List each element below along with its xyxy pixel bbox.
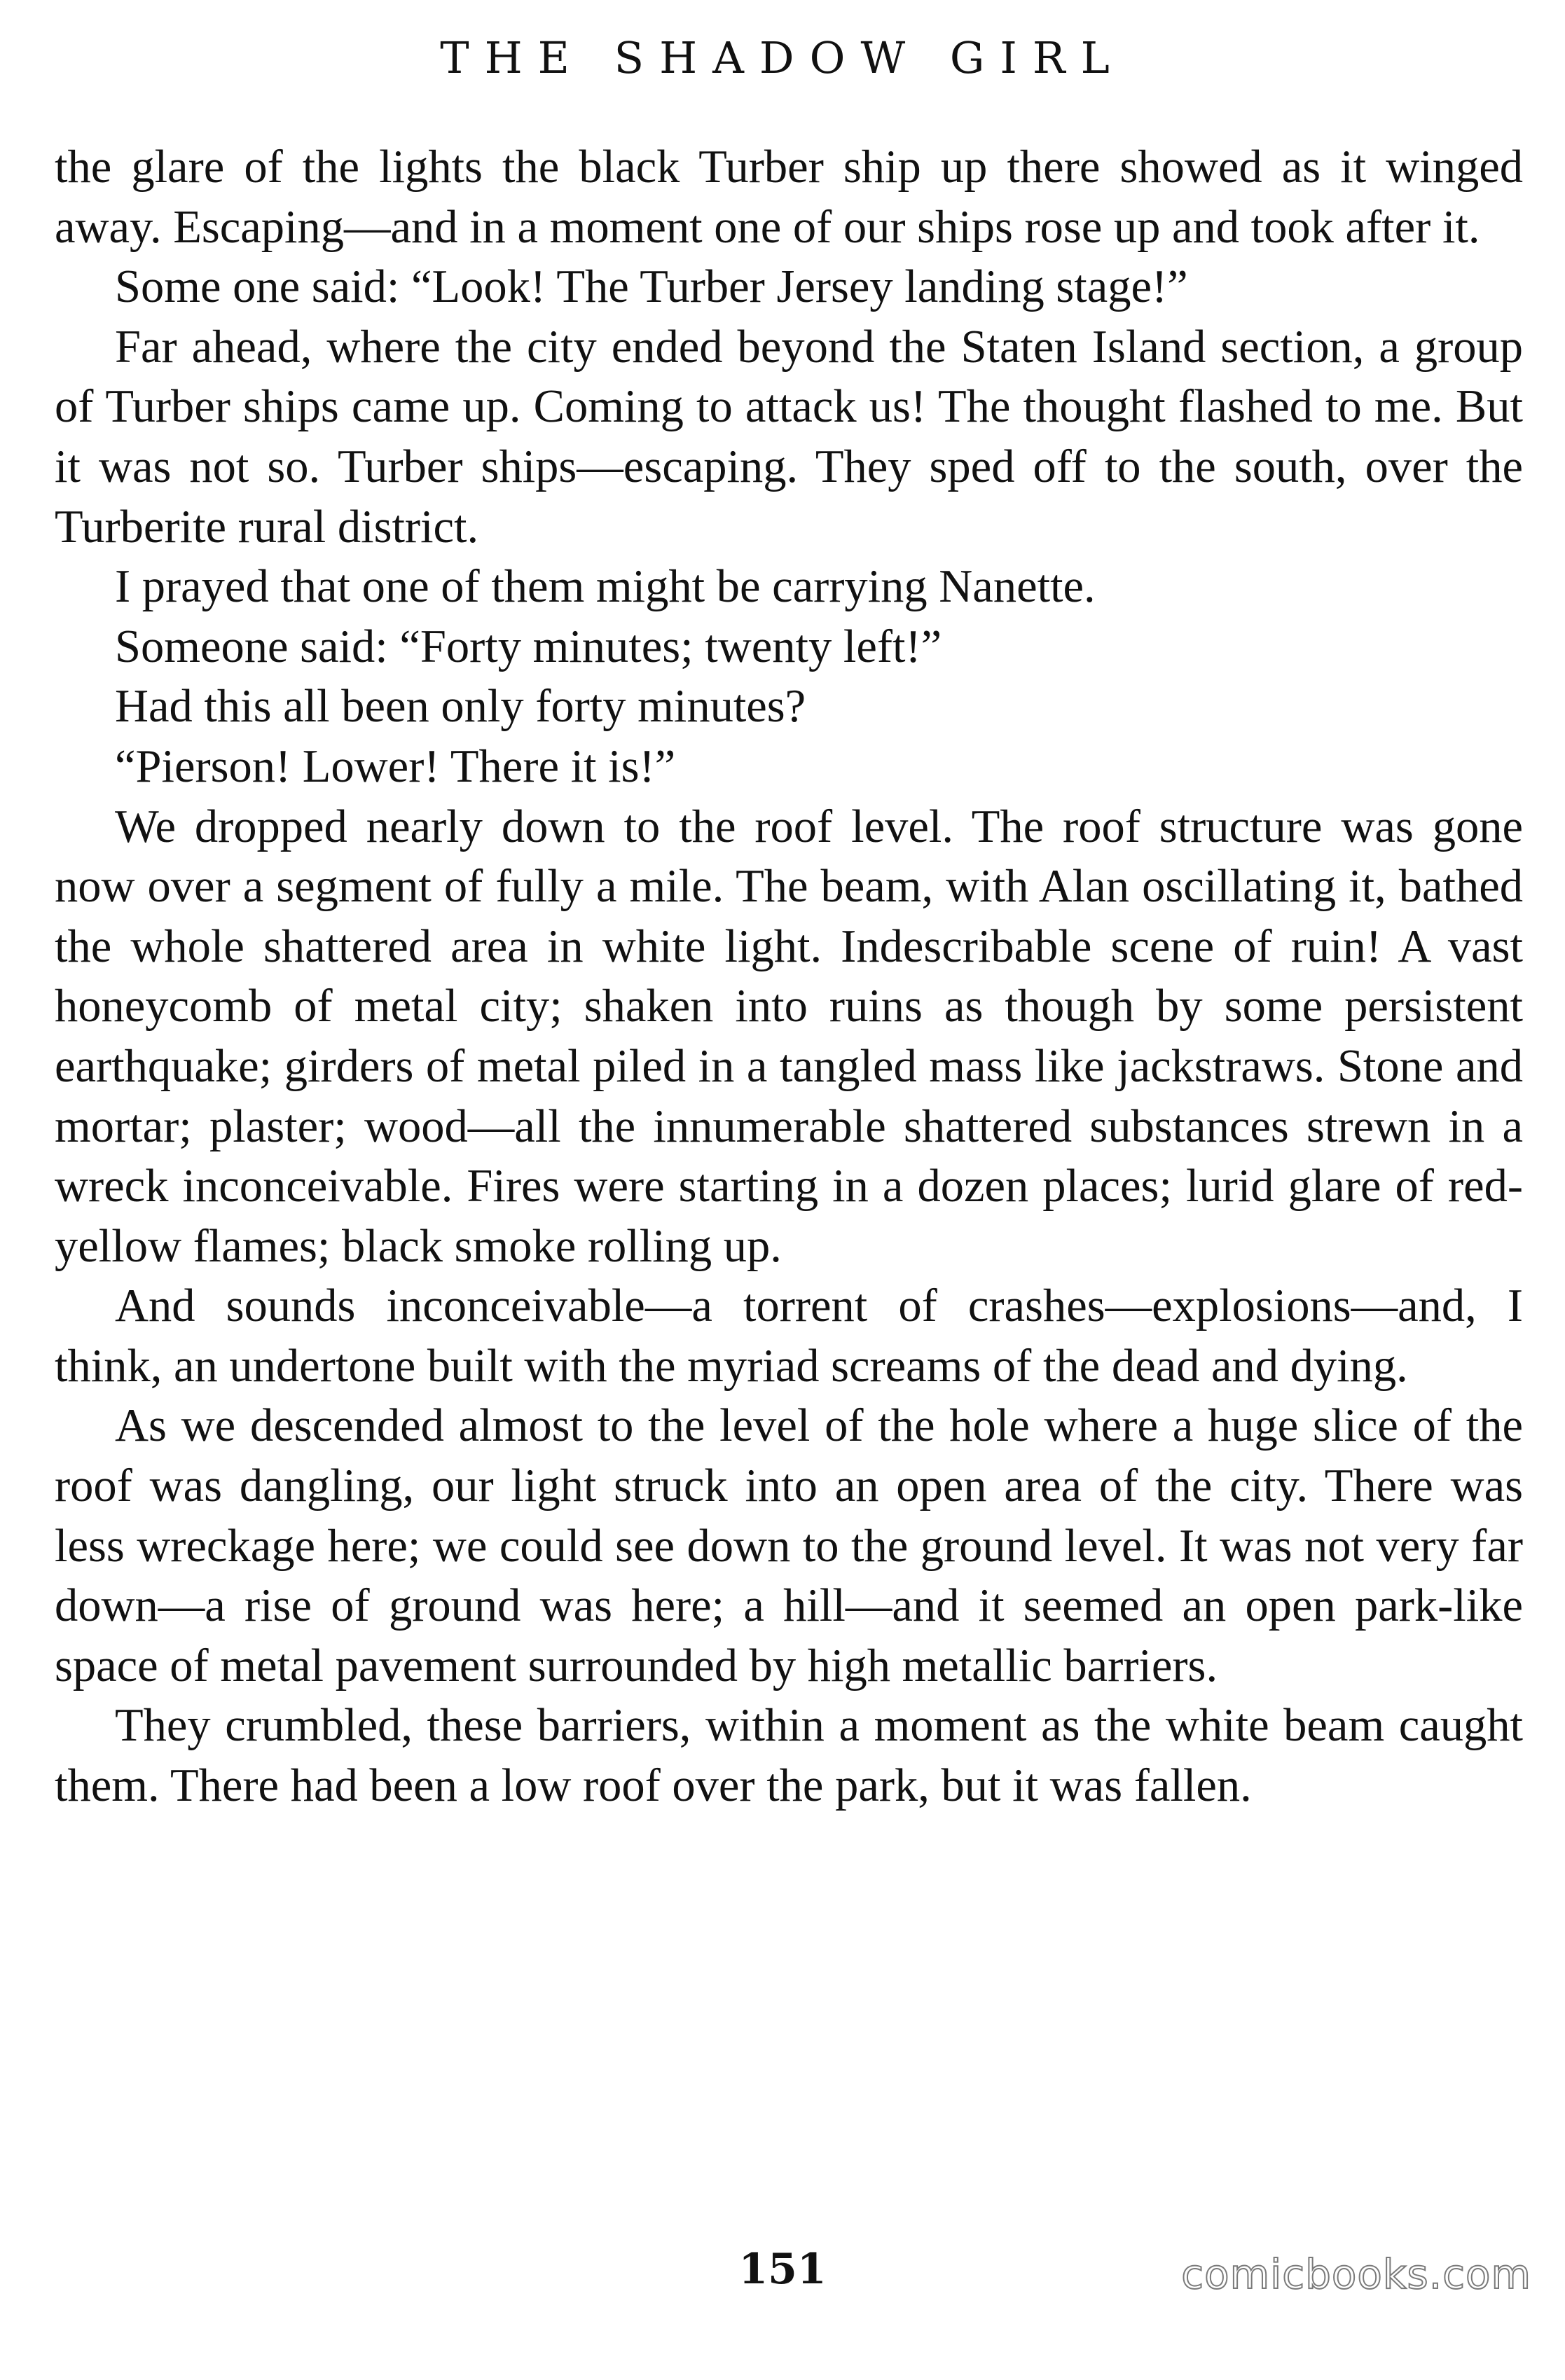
paragraph: the glare of the lights the black Turber ship up there showed as it winged away. Escaping—and in a moment one of our ships rose up and took after it.	[55, 141, 1523, 253]
paragraph: We dropped nearly down to the roof level. The roof structure was gone now over a segment of fully a mile. The beam, with Alan oscillating it, bathed the whole shattered area in white light. Indescribable scene of ruin! A vast honeycomb of metal city; shaken into ruins as though by some persistent earthquake; girders of metal piled in a tangled mass like jackstraws. Stone and mortar; plaster; wood—all the innumerable shattered substances strewn in a wreck inconceivable. Fires were starting in a dozen places; lurid glare of red-yellow flames; black smoke rolling up.	[55, 801, 1523, 1272]
paragraph: Far ahead, where the city ended beyond the Staten Island section, a group of Turber ships came up. Coming to attack us! The thought flashed to me. But it was not so. Turber ships—escaping. They sped off to the south, over the Turberite rural district.	[55, 321, 1523, 553]
paragraph: And sounds inconceivable—a torrent of crashes—explosions—and, I think, an undertone built with the myriad screams of the dead and dying.	[55, 1280, 1523, 1392]
paragraph: Some one said: “Look! The Turber Jersey landing stage!”	[115, 261, 1188, 313]
running-title: THE SHADOW GIRL	[440, 32, 1125, 83]
paragraph: Had this all been only forty minutes?	[115, 681, 806, 733]
watermark-logo: comicbooks.com	[1181, 2250, 1531, 2298]
paragraph: “Pierson! Lower! There it is!”	[115, 740, 676, 792]
paragraph: I prayed that one of them might be carrying Nanette.	[115, 561, 1096, 613]
paragraph: As we descended almost to the level of the hole where a huge slice of the roof was dangling, our light struck into an open area of the city. There was less wreckage here; we could see down to the ground level. It was not very far down—a rise of ground was here; a hill—and it seemed an open park-like space of metal pavement surrounded by high metallic barriers.	[55, 1400, 1523, 1691]
paragraph: They crumbled, these barriers, within a moment as the white beam caught them. There had been a low roof over the park, but it was fallen.	[55, 1700, 1523, 1812]
body-text	[55, 137, 1523, 1816]
page-number: 151	[738, 2245, 827, 2294]
paragraph: Someone said: “Forty minutes; twenty left!”	[115, 621, 942, 672]
